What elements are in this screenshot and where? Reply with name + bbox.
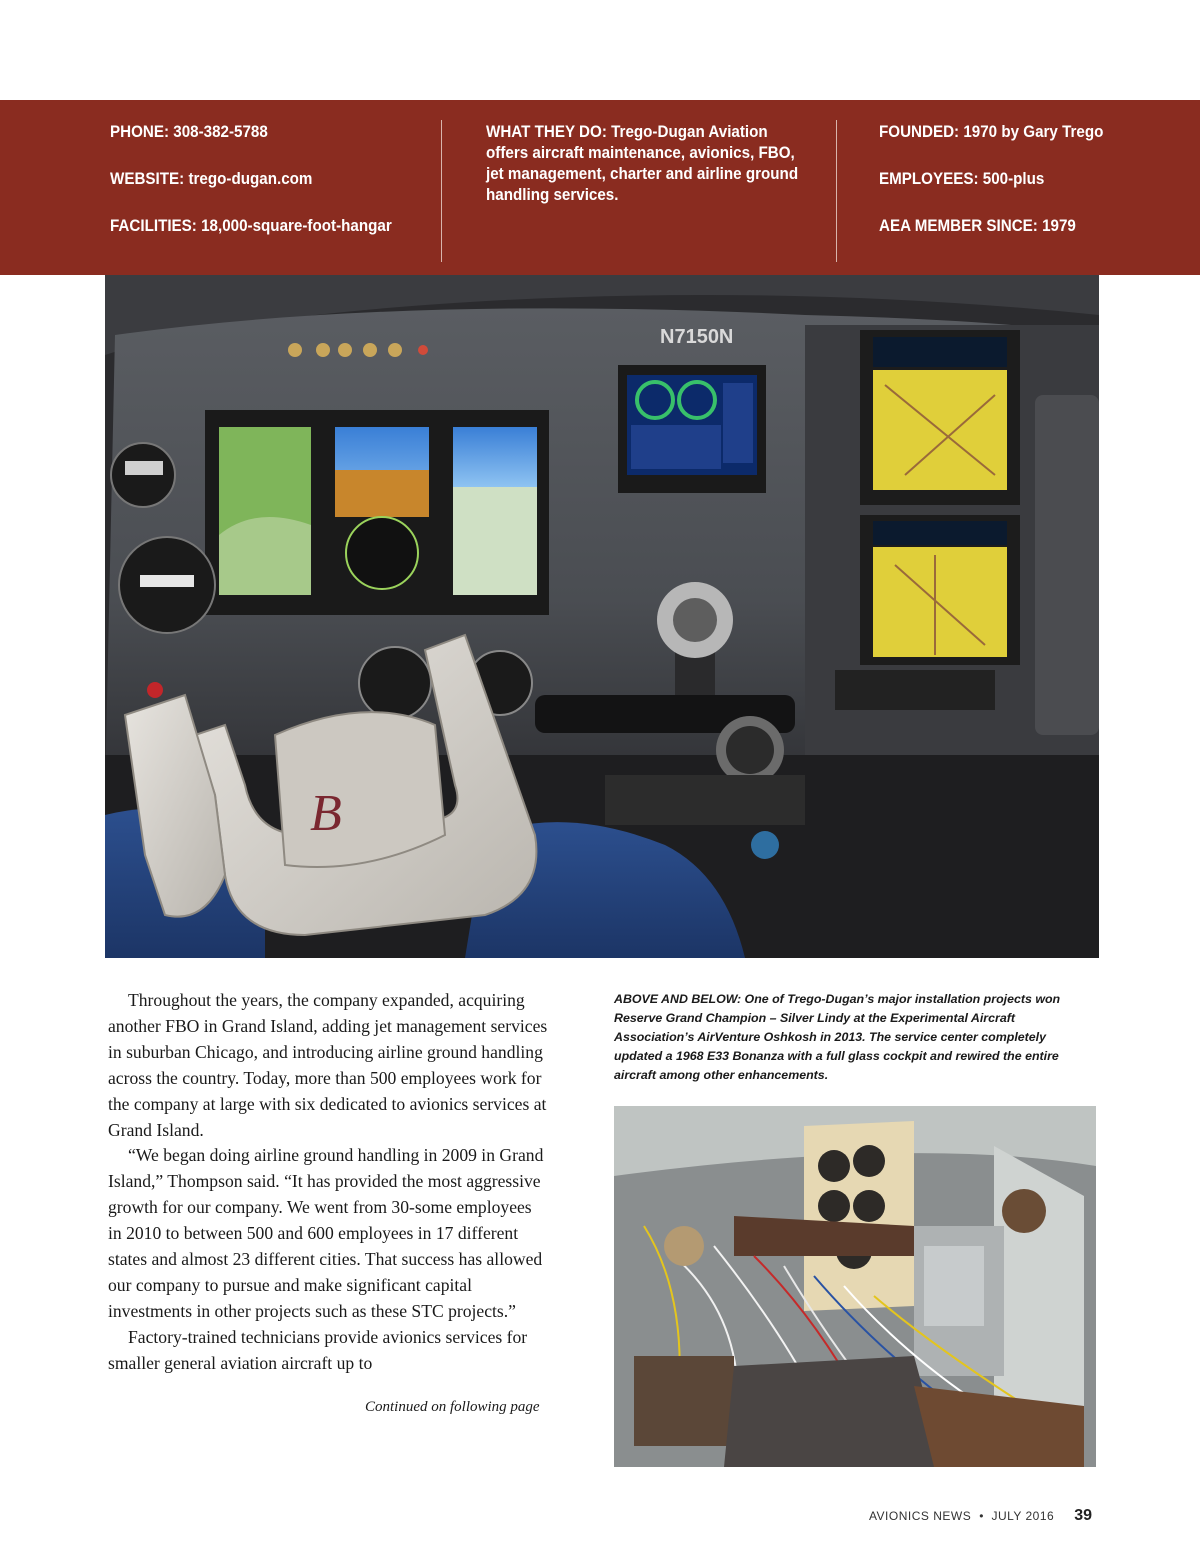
fact-phone-value: 308-382-5788 <box>173 123 268 141</box>
fact-aea-member-label: AEA MEMBER SINCE: <box>879 217 1038 235</box>
fact-facilities-value: 18,000-square-foot-hangar <box>201 217 392 235</box>
issue-date: JULY 2016 <box>991 1509 1055 1523</box>
fact-facilities-label: FACILITIES: <box>110 217 197 235</box>
engine-monitor-display <box>618 365 766 493</box>
fact-website <box>110 169 312 190</box>
banner-divider <box>441 120 442 262</box>
photo-caption: ABOVE AND BELOW: One of Trego-Dugan’s major installation projects won Reserve Grand Champion – Silver Lindy at the Experimental Aircraft Association’s AirVenture Oshkosh in 2013. The service center completely updated a 1968 E33 Bonanza with a full glass cockpit and rewired the entire aircraft among other enhancements. <box>614 992 1061 1082</box>
fact-what-they-do-label: WHAT THEY DO: <box>486 123 607 141</box>
footer-separator: • <box>979 1509 984 1523</box>
fact-aea-member <box>879 216 1076 237</box>
banner-column-contact <box>110 100 440 275</box>
article-paragraph: Throughout the years, the company expanded, acquiring another FBO in Grand Island, adding jet management services in suburban Chicago, and introducing airline ground handling across the country. Today, more than 500 employees work for the company at large with six dedicated to avionics services at Grand Island. <box>108 990 548 1140</box>
banner-divider <box>836 120 837 262</box>
fact-employees-label: EMPLOYEES: <box>879 170 979 188</box>
page-footer <box>869 1507 1092 1525</box>
fact-facilities <box>110 216 392 237</box>
continued-note: Continued on following page <box>365 1398 540 1415</box>
fact-website-label: WEBSITE: <box>110 170 185 188</box>
fact-employees-value: 500-plus <box>982 170 1045 188</box>
rewiring-illustration <box>614 1106 1096 1467</box>
rewiring-photo <box>614 1106 1096 1467</box>
article-body <box>108 988 548 1415</box>
fact-website-value: trego-dugan.com <box>188 170 313 188</box>
article-paragraph: Factory-trained technicians provide avionics services for smaller general aviation aircraft up to <box>108 1326 528 1373</box>
yoke-logo: B <box>310 785 342 842</box>
publication-name: AVIONICS NEWS <box>868 1509 972 1523</box>
fact-founded <box>879 122 1103 143</box>
fact-founded-value: 1970 by Gary Trego <box>963 123 1104 141</box>
registration-placard: N7150N <box>660 326 734 348</box>
banner-column-services <box>486 100 826 275</box>
fact-what-they-do <box>486 122 808 206</box>
fact-phone-label: PHONE: <box>110 123 170 141</box>
gps-navigators <box>860 330 1020 665</box>
banner-column-company <box>879 100 1179 275</box>
fact-phone <box>110 122 268 143</box>
company-fact-banner <box>0 100 1200 275</box>
primary-flight-displays <box>205 410 549 615</box>
article-paragraph: “We began doing airline ground handling in 2009 in Grand Island,” Thompson said. “It has provided the most aggressive growth for our company. We went from 30-some employees in 2010 to between 500 and 600 employees in 17 different states and almost 23 different cities. That success has allowed our company to pursue and make significant capital investments in other projects such as these STC projects.” <box>108 1145 544 1321</box>
fact-what-they-do-value: Trego-Dugan Aviation offers aircraft maintenance, avionics, FBO, jet management, charter and airline ground handling services. <box>486 123 799 204</box>
fact-founded-label: FOUNDED: <box>879 123 960 141</box>
cockpit-illustration <box>105 275 1099 958</box>
fact-aea-member-value: 1979 <box>1042 217 1076 235</box>
page-number: 39 <box>1074 1507 1092 1524</box>
cockpit-panel-photo <box>105 275 1099 958</box>
fact-employees <box>879 169 1044 190</box>
